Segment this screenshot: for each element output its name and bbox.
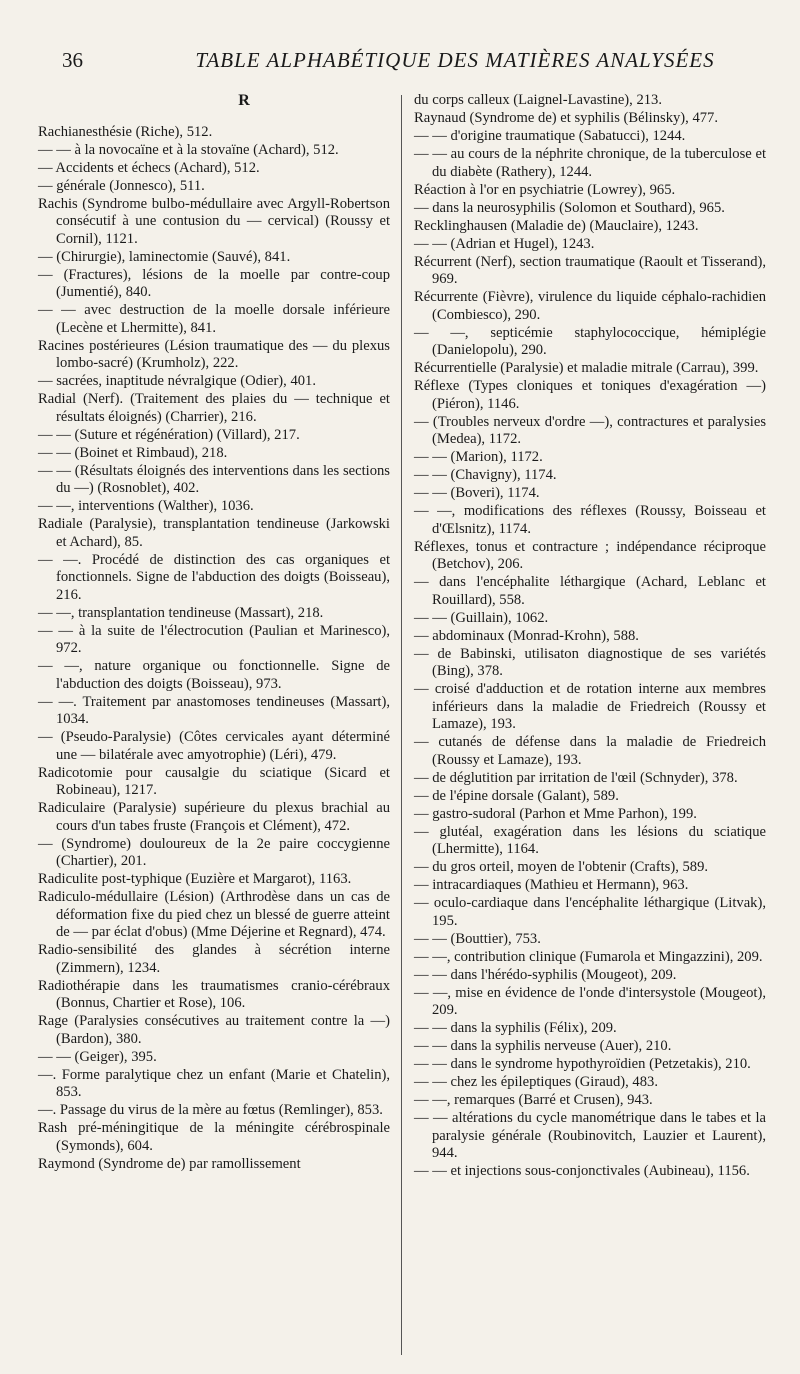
index-entry: — — dans le syndrome hypothyroïdien (Petzetakis), 210. [414,1056,751,1072]
index-entry: — — (Adrian et Hugel), 1243. [414,235,595,252]
index-entry: — — (Bouttier), 753. [414,930,541,947]
index-entry: — glutéal, exagération dans les lésions du sciatique (Lhermitte), 1164. [414,823,766,857]
index-entry: — générale (Jonnesco), 511. [38,177,205,194]
index-entry: — — dans la syphilis nerveuse (Auer), 210. [414,1038,672,1054]
right-column [414,92,766,1181]
index-entry: — de l'épine dorsale (Galant), 589. [414,787,619,804]
section-letter: R [238,92,250,109]
index-entry: — (Pseudo-Paralysie) (Côtes cervicales ayant déterminé une — bilatérale avec amyotrophie) (Léri), 479. [38,729,390,763]
index-entry: Radial (Nerf). (Traitement des plaies du — technique et résultats éloignés) (Charrier), 216. [38,391,390,425]
index-entry: — — altérations du cycle manométrique dans le tabes et la paralysie générale (Roubinovitch, Lauzier et Laurent), 944. [414,1110,766,1161]
index-entry: — — chez les épileptiques (Giraud), 483. [414,1074,658,1090]
index-entry: — oculo-cardiaque dans l'encéphalite léthargique (Litvak), 195. [414,895,766,929]
index-entry: Récurrente (Fièvre), virulence du liquide céphalo-rachidien (Combiesco), 290. [414,289,766,323]
index-entry: Recklinghausen (Maladie de) (Mauclaire), 1243. [414,217,699,234]
index-entry: — (Syndrome) douloureux de la 2e paire coccygienne (Chartier), 201. [38,835,390,869]
index-entry: — — (Suture et régénération) (Villard), 217. [38,426,300,443]
index-entry: — — à la suite de l'électrocution (Paulian et Marinesco), 972. [38,622,390,656]
index-entry: — —. Procédé de distinction des cas organiques et fonctionnels. Signe de l'abduction des doigts (Boisseau), 216. [38,551,390,603]
index-entry: Réaction à l'or en psychiatrie (Lowrey), 965. [414,181,676,198]
left-column [38,92,390,1174]
index-entry: Rash pré-méningitique de la méningite cérébrospinale (Symonds), 604. [38,1120,390,1154]
page-number: 36 [62,48,83,72]
index-entry: — —, septicémie staphylococcique, hémiplégie (Danielopolu), 290. [414,324,766,358]
index-entry: — gastro-sudoral (Parhon et Mme Parhon), 199. [414,805,697,822]
index-entry: Racines postérieures (Lésion traumatique des — du plexus lombo-sacré) (Krumholz), 222. [38,337,390,371]
index-entry: Raymond (Syndrome de) par ramollissement [38,1155,301,1172]
index-entry: — de Babinski, utilisaton diagnostique de ses variétés (Bing), 378. [414,645,766,679]
index-entry: — croisé d'adduction et de rotation interne aux membres inférieurs dans la maladie de Friedreich (Roussy et Lamaze), 193. [414,681,766,732]
index-entry: — du gros orteil, moyen de l'obtenir (Crafts), 589. [414,859,709,875]
index-entry: — — au cours de la néphrite chronique, de la tuberculose et du diabète (Rathery), 1244. [414,146,766,180]
index-entry: — — et injections sous-conjonctivales (Aubineau), 1156. [414,1163,750,1179]
index-entry: — — (Boveri), 1174. [414,485,540,501]
index-entry: du corps calleux (Laignel-Lavastine), 213. [414,92,663,108]
column-divider [401,95,402,1355]
index-entry: — —, nature organique ou fonctionnelle. Signe de l'abduction des doigts (Boisseau), 973. [38,658,390,692]
index-entry: — Accidents et échecs (Achard), 512. [38,159,260,176]
index-entry: — — (Marion), 1172. [414,449,543,465]
index-entry: — abdominaux (Monrad-Krohn), 588. [414,627,639,644]
left-entries [38,124,390,1174]
index-entry: Récurrent (Nerf), section traumatique (Raoult et Tisserand), 969. [414,253,766,287]
index-entry: — intracardiaques (Mathieu et Hermann), 963. [414,877,689,893]
index-entry: Radiculaire (Paralysie) supérieure du plexus brachial au cours d'un tabes fruste (François et Clément), 472. [38,800,390,834]
index-entry: Radiculite post-typhique (Euzière et Margarot), 1163. [38,871,352,887]
index-entry: — dans l'encéphalite léthargique (Achard, Leblanc et Rouillard), 558. [414,574,766,608]
index-entry: Réflexe (Types cloniques et toniques d'exagération —) (Piéron), 1146. [414,378,766,412]
index-entry: — —, mise en évidence de l'onde d'intersystole (Mougeot), 209. [414,984,766,1018]
index-entry: Rachis (Syndrome bulbo-médullaire avec Argyll-Robertson consécutif à une contusion du — cervical) (Roussy et Cornil), 1121. [38,195,390,247]
index-entry: — —. Traitement par anastomoses tendineuses (Massart), 1034. [38,693,390,727]
index-entry: — —, contribution clinique (Fumarola et Mingazzini), 209. [414,948,763,965]
running-title: TABLE ALPHABÉTIQUE DES MATIÈRES ANALYSÉES [195,48,715,72]
index-entry: Radio-sensibilité des glandes à sécrétion interne (Zimmern), 1234. [38,942,390,976]
index-entry: — — (Boinet et Rimbaud), 218. [38,444,228,461]
index-entry: — — à la novocaïne et à la stovaïne (Achard), 512. [38,141,339,158]
index-entry: Raynaud (Syndrome de) et syphilis (Bélinsky), 477. [414,110,718,126]
index-entry: — —, remarques (Barré et Crusen), 943. [414,1092,653,1108]
index-entry: — (Fractures), lésions de la moelle par contre-coup (Jumentié), 840. [38,266,390,300]
index-entry: Rachianesthésie (Riche), 512. [38,123,213,140]
right-entries [414,92,766,1181]
index-entry: Rage (Paralysies consécutives au traitement contre la —) (Bardon), 380. [38,1013,390,1047]
index-entry: —. Passage du virus de la mère au fœtus (Remlinger), 853. [38,1102,383,1118]
page-header [0,40,800,80]
index-entry: — de déglutition par irritation de l'œil (Schnyder), 378. [414,769,738,786]
index-entry: — (Troubles nerveux d'ordre —), contractures et paralysies (Medea), 1172. [414,413,766,447]
index-entry: — (Chirurgie), laminectomie (Sauvé), 841. [38,248,291,265]
index-entry: — — (Geiger), 395. [38,1048,157,1065]
index-entry: — dans la neurosyphilis (Solomon et Southard), 965. [414,199,725,216]
index-entry: — — dans l'hérédo-syphilis (Mougeot), 209. [414,966,677,983]
index-entry: —. Forme paralytique chez un enfant (Marie et Chatelin), 853. [38,1066,390,1100]
index-entry: — — dans la syphilis (Félix), 209. [414,1020,617,1036]
index-entry: Radicotomie pour causalgie du sciatique (Sicard et Robineau), 1217. [38,764,390,798]
index-entry: Radiale (Paralysie), transplantation tendineuse (Jarkowski et Achard), 85. [38,516,390,550]
index-entry: — sacrées, inaptitude névralgique (Odier), 401. [38,373,316,389]
index-entry: — — (Résultats éloignés des interventions dans les sections du —) (Rosnoblet), 402. [38,462,390,496]
index-entry: Réflexes, tonus et contracture ; indépendance réciproque (Betchov), 206. [414,538,766,572]
index-entry: Récurrentielle (Paralysie) et maladie mitrale (Carrau), 399. [414,360,759,376]
index-entry: — — (Chavigny), 1174. [414,467,557,483]
index-entry: Radiothérapie dans les traumatismes cranio-cérébraux (Bonnus, Chartier et Rose), 106. [38,977,390,1011]
index-entry: — — d'origine traumatique (Sabatucci), 1244. [414,128,686,144]
index-entry: — — (Guillain), 1062. [414,609,549,626]
index-entry: — —, interventions (Walther), 1036. [38,498,254,514]
index-entry: Radiculo-médullaire (Lésion) (Arthrodèse dans un cas de déformation fixe du pied chez un blessé de guerre atteint de — par éclat d'obus) (Mme Déjerine et Regnard), 474. [38,889,390,940]
index-entry: — cutanés de défense dans la maladie de Friedreich (Roussy et Lamaze), 193. [414,734,766,768]
index-entry: — —, modifications des réflexes (Roussy, Boisseau et d'Œlsnitz), 1174. [414,503,766,537]
index-entry: — — avec destruction de la moelle dorsale inférieure (Lecène et Lhermitte), 841. [38,302,390,336]
index-entry: — —, transplantation tendineuse (Massart), 218. [38,604,324,621]
